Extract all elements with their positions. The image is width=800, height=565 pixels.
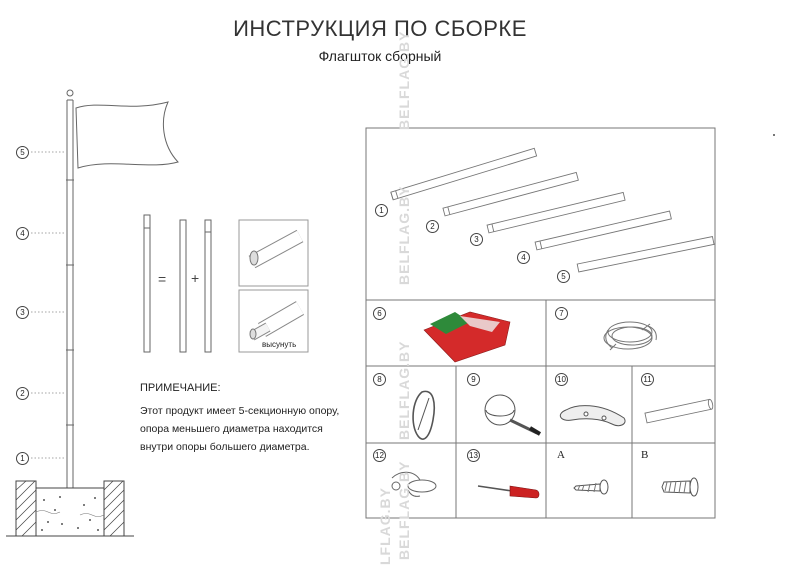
screwdriver-part xyxy=(478,486,539,498)
part-5-label: 5 xyxy=(557,270,570,283)
flag-part xyxy=(424,312,510,362)
part-9-label: 9 xyxy=(467,373,480,386)
screw-a-part xyxy=(574,480,608,494)
push-out-label: высунуть xyxy=(262,340,297,349)
note-body: Этот продукт имеет 5-секционную опору, опора меньшего диаметра находится внутри опоры большего диаметра. xyxy=(140,405,340,453)
pole-section-3-label: 3 xyxy=(16,306,29,319)
rope-part xyxy=(604,322,656,350)
cleat-part xyxy=(560,406,625,426)
part-10-label: 10 xyxy=(555,373,568,386)
part-b-label: B xyxy=(641,449,649,461)
part-4-label: 4 xyxy=(517,251,530,264)
watermark: BELFLAG.BY xyxy=(396,30,412,130)
part-3-label: 3 xyxy=(470,233,483,246)
screw-b-part xyxy=(662,478,698,496)
watermark: BELFLAG.BY xyxy=(396,460,412,560)
watermark: BELFLAG.BY xyxy=(396,340,412,440)
plus-sign: + xyxy=(191,270,200,286)
foundation xyxy=(6,481,134,536)
page-subtitle: Флагшток сборный xyxy=(318,48,442,64)
pole-section-5-label: 5 xyxy=(16,146,29,159)
note-heading: ПРИМЕЧАНИЕ: xyxy=(140,382,221,394)
part-11-label: 11 xyxy=(641,373,654,386)
part-2-label: 2 xyxy=(426,220,439,233)
equals-sign: = xyxy=(158,271,167,287)
part-12-label: 12 xyxy=(373,449,386,462)
pole-section-4-label: 4 xyxy=(16,227,29,240)
carabiner-part xyxy=(413,391,434,439)
part-13-label: 13 xyxy=(467,449,480,462)
part-a-label: A xyxy=(557,449,565,461)
part-8-label: 8 xyxy=(373,373,386,386)
page-title: ИНСТРУКЦИЯ ПО СБОРКЕ xyxy=(233,16,527,41)
part-1-label: 1 xyxy=(375,204,388,217)
tube-assembly xyxy=(144,215,308,352)
rod-part xyxy=(645,399,714,423)
pole-section-2-label: 2 xyxy=(16,387,29,400)
part-6-label: 6 xyxy=(373,307,386,320)
watermark: LFLAG.BY xyxy=(377,487,393,565)
watermark: BELFLAG.BY xyxy=(396,185,412,285)
finial-part xyxy=(485,395,540,434)
part-7-label: 7 xyxy=(555,307,568,320)
flagpole xyxy=(66,90,74,488)
pole-section-1-label: 1 xyxy=(16,452,29,465)
tube-parts xyxy=(391,148,714,272)
flag-shape xyxy=(76,102,178,168)
